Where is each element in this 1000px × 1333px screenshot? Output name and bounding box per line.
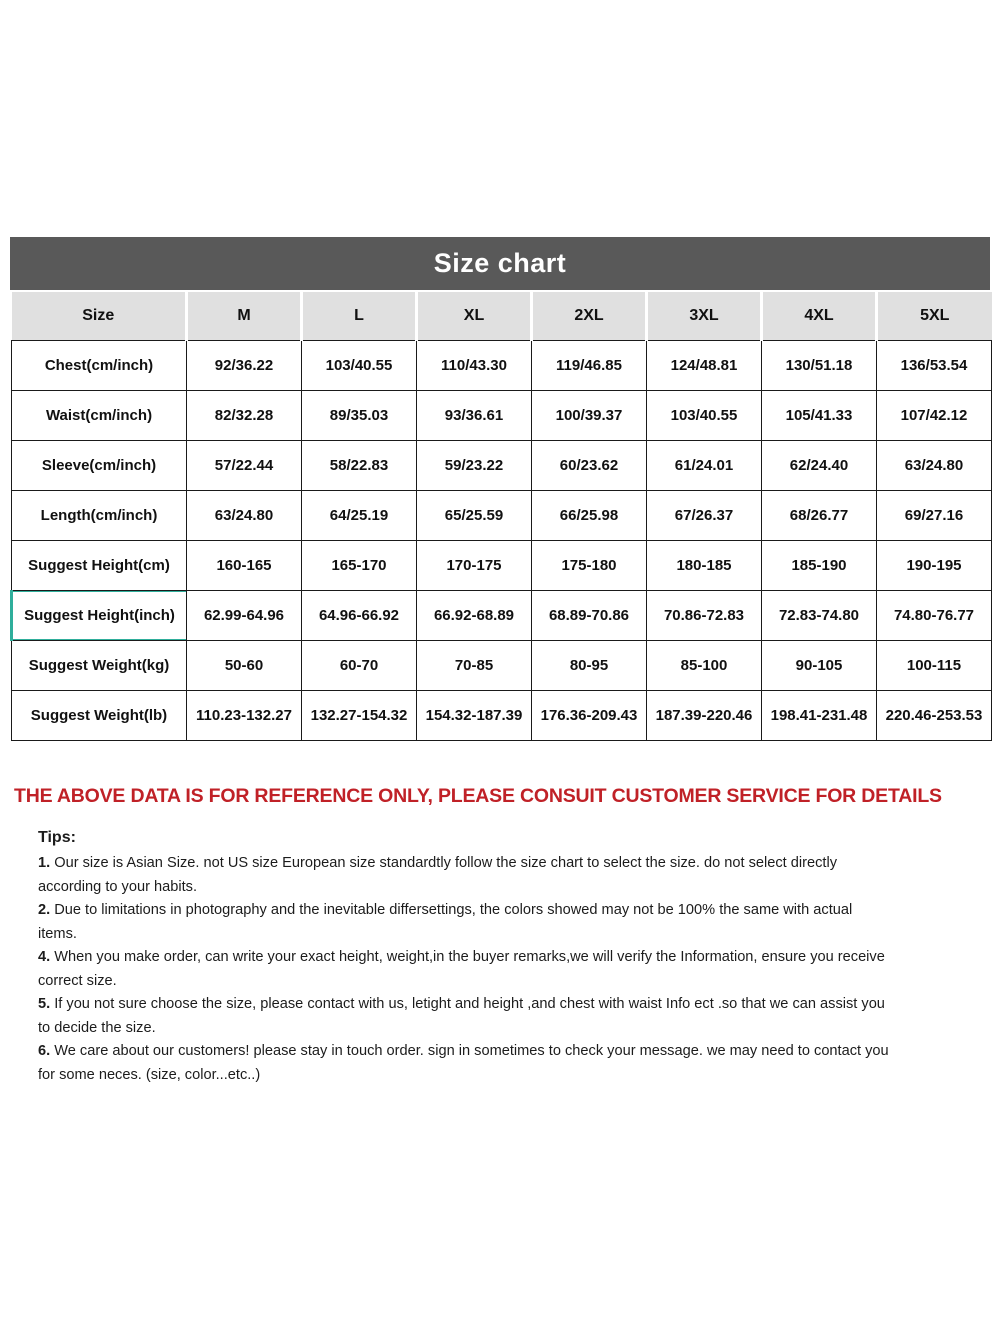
size-value-cell: 165-170 [302,540,417,590]
size-value-cell: 85-100 [647,640,762,690]
size-value-cell: 170-175 [417,540,532,590]
size-value-cell: 103/40.55 [647,390,762,440]
row-label: Suggest Weight(kg) [12,640,187,690]
size-value-cell: 110.23-132.27 [187,690,302,740]
size-value-cell: 64.96-66.92 [302,590,417,640]
tips-list [38,852,890,1087]
tip-item: 1. Our size is Asian Size. not US size European size standardtly follow the size chart to select the size. do not select directly according to your habits. [38,855,837,895]
size-value-cell: 175-180 [532,540,647,590]
row-label: Suggest Weight(lb) [12,690,187,740]
size-value-cell: 100-115 [877,640,992,690]
column-header: 4XL [762,292,877,340]
row-label: Chest(cm/inch) [12,340,187,390]
size-value-cell: 72.83-74.80 [762,590,877,640]
table-row [12,640,992,690]
size-value-cell: 100/39.37 [532,390,647,440]
size-value-cell: 63/24.80 [877,440,992,490]
size-chart-title: Size chart [10,237,990,290]
row-label: Suggest Height(inch) [12,590,187,640]
size-value-cell: 180-185 [647,540,762,590]
table-row [12,390,992,440]
size-value-cell: 89/35.03 [302,390,417,440]
size-value-cell: 57/22.44 [187,440,302,490]
column-header: 2XL [532,292,647,340]
size-value-cell: 132.27-154.32 [302,690,417,740]
tip-number: 1. [38,855,55,871]
size-value-cell: 63/24.80 [187,490,302,540]
size-value-cell: 62.99-64.96 [187,590,302,640]
column-header: 5XL [877,292,992,340]
size-value-cell: 50-60 [187,640,302,690]
size-value-cell: 65/25.59 [417,490,532,540]
tip-item: 4. When you make order, can write your exact height, weight,in the buyer remarks,we will verify the Information, ensure you receive correct size. [38,949,885,989]
size-value-cell: 160-165 [187,540,302,590]
size-chart-body [12,340,992,740]
size-value-cell: 119/46.85 [532,340,647,390]
row-label: Waist(cm/inch) [12,390,187,440]
size-value-cell: 66.92-68.89 [417,590,532,640]
table-row [12,490,992,540]
size-value-cell: 154.32-187.39 [417,690,532,740]
size-value-cell: 93/36.61 [417,390,532,440]
size-value-cell: 136/53.54 [877,340,992,390]
size-value-cell: 185-190 [762,540,877,590]
size-value-cell: 59/23.22 [417,440,532,490]
size-value-cell: 80-95 [532,640,647,690]
size-value-cell: 69/27.16 [877,490,992,540]
size-value-cell: 187.39-220.46 [647,690,762,740]
reference-notice: THE ABOVE DATA IS FOR REFERENCE ONLY, PLEASE CONSUIT CUSTOMER SERVICE FOR DETAILS [14,784,942,807]
size-value-cell: 130/51.18 [762,340,877,390]
size-value-cell: 82/32.28 [187,390,302,440]
size-value-cell: 67/26.37 [647,490,762,540]
size-chart-header [12,292,992,340]
size-value-cell: 110/43.30 [417,340,532,390]
row-label: Suggest Height(cm) [12,540,187,590]
tips-heading: Tips: [38,828,76,846]
column-header: Size [12,292,187,340]
size-value-cell: 190-195 [877,540,992,590]
tip-number: 2. [38,902,55,918]
size-value-cell: 62/24.40 [762,440,877,490]
tip-item: 6. We care about our customers! please stay in touch order. sign in sometimes to check your message. we may need to contact you for some neces. (size, color...etc..) [38,1043,889,1083]
tip-number: 6. [38,1043,55,1059]
size-chart-section [10,237,990,741]
table-row [12,340,992,390]
tip-item: 5. If you not sure choose the size, please contact with us, letight and height ,and chest with waist Info ect .so that we can assist you to decide the size. [38,996,885,1036]
size-value-cell: 220.46-253.53 [877,690,992,740]
column-header: M [187,292,302,340]
size-value-cell: 198.41-231.48 [762,690,877,740]
table-row [12,690,992,740]
row-label: Length(cm/inch) [12,490,187,540]
size-value-cell: 61/24.01 [647,440,762,490]
size-value-cell: 103/40.55 [302,340,417,390]
size-value-cell: 68/26.77 [762,490,877,540]
size-value-cell: 64/25.19 [302,490,417,540]
size-value-cell: 70.86-72.83 [647,590,762,640]
column-header: L [302,292,417,340]
table-row [12,590,992,640]
size-value-cell: 107/42.12 [877,390,992,440]
tip-number: 4. [38,949,55,965]
size-value-cell: 124/48.81 [647,340,762,390]
size-value-cell: 66/25.98 [532,490,647,540]
size-value-cell: 70-85 [417,640,532,690]
header-row [12,292,992,340]
size-value-cell: 68.89-70.86 [532,590,647,640]
column-header: XL [417,292,532,340]
size-value-cell: 60/23.62 [532,440,647,490]
tips-section [38,826,890,1088]
size-value-cell: 90-105 [762,640,877,690]
tip-number: 5. [38,996,55,1012]
row-label: Sleeve(cm/inch) [12,440,187,490]
size-value-cell: 58/22.83 [302,440,417,490]
size-value-cell: 176.36-209.43 [532,690,647,740]
size-chart-table [10,292,992,741]
size-value-cell: 60-70 [302,640,417,690]
tip-item: 2. Due to limitations in photography and the inevitable differsettings, the colors showed may not be 100% the same with actual items. [38,902,853,942]
table-row [12,540,992,590]
size-value-cell: 74.80-76.77 [877,590,992,640]
table-row [12,440,992,490]
size-value-cell: 105/41.33 [762,390,877,440]
column-header: 3XL [647,292,762,340]
size-value-cell: 92/36.22 [187,340,302,390]
